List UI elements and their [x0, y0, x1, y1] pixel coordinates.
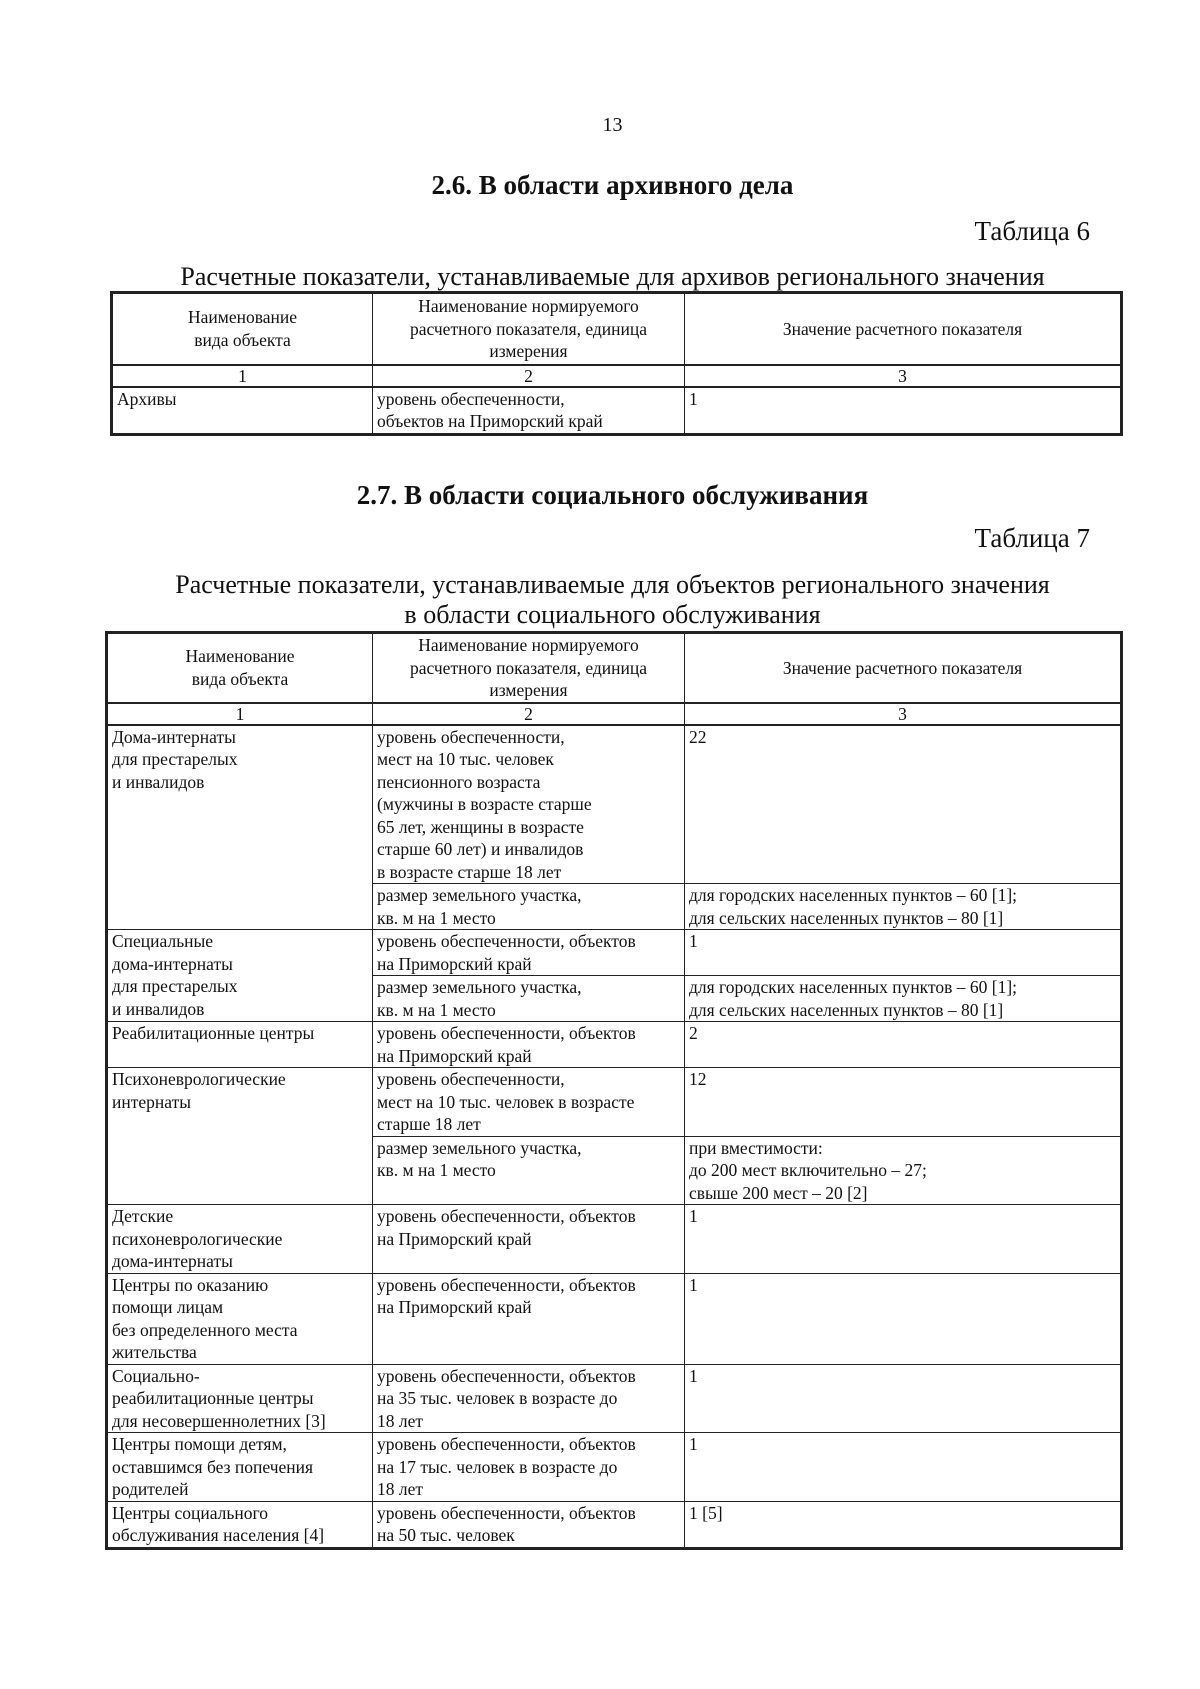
indicator-cell: уровень обеспеченности, объектов на Приморский край	[373, 1022, 685, 1068]
table-row	[113, 387, 1121, 434]
indicator-cell: уровень обеспеченности, объектов на 50 тыс. человек	[373, 1501, 685, 1547]
header-object-type: Наименование вида объекта	[108, 634, 373, 703]
table-7	[107, 633, 1121, 1548]
object-type-cell: Дома-интернаты для престарелых и инвалидов	[108, 725, 373, 930]
object-type-cell: Реабилитационные центры	[108, 1022, 373, 1068]
value-cell: 12	[685, 1068, 1121, 1137]
table-header-row	[108, 634, 1121, 703]
table-6-caption: Расчетные показатели, устанавливаемые для архивов регионального значения	[180, 262, 1045, 291]
table-7-caption-line-1: Расчетные показатели, устанавливаемые для объектов регионального значения	[175, 570, 1050, 599]
indicator-cell: уровень обеспеченности, объектов на Приморский край	[373, 930, 685, 976]
table-row	[108, 1273, 1121, 1364]
value-cell: 1	[685, 387, 1121, 434]
table-7-caption-line-2: в области социального обслуживания	[404, 600, 821, 629]
section-7-title: 2.7. В области социального обслуживания	[356, 480, 869, 510]
table-row	[108, 1364, 1121, 1433]
value-cell: 1	[685, 1205, 1121, 1274]
table-7-caption	[0, 570, 1200, 630]
header-indicator-value: Значение расчетного показателя	[685, 294, 1121, 365]
header-indicator-name: Наименование нормируемого расчетного показателя, единица измерения	[373, 294, 685, 365]
object-type-cell: Центры помощи детям, оставшимся без попечения родителей	[108, 1433, 373, 1502]
table-row	[108, 1205, 1121, 1274]
object-type-cell: Центры социального обслуживания населения [4]	[108, 1501, 373, 1547]
column-number: 2	[373, 703, 685, 725]
indicator-cell: уровень обеспеченности, объектов на Приморский край	[373, 1205, 685, 1274]
indicator-cell: уровень обеспеченности, объектов на Приморский край	[373, 387, 685, 434]
table-column-numbers-row	[108, 703, 1121, 725]
table-row	[108, 1501, 1121, 1547]
header-indicator-value: Значение расчетного показателя	[685, 634, 1121, 703]
column-number: 3	[685, 365, 1121, 387]
table-7-label: Таблица 7	[974, 523, 1090, 553]
object-type-cell: Архивы	[113, 387, 373, 434]
object-type-cell: Психоневрологические интернаты	[108, 1068, 373, 1205]
table-column-numbers-row	[113, 365, 1121, 387]
value-cell: 1	[685, 1364, 1121, 1433]
table-row	[108, 1433, 1121, 1502]
table-row	[108, 1022, 1121, 1068]
value-cell: 1	[685, 930, 1121, 976]
object-type-cell: Центры по оказанию помощи лицам без определенного места жительства	[108, 1273, 373, 1364]
header-indicator-name: Наименование нормируемого расчетного показателя, единица измерения	[373, 634, 685, 703]
column-number: 2	[373, 365, 685, 387]
value-cell: 1	[685, 1433, 1121, 1502]
value-cell: при вместимости: до 200 мест включительно – 27; свыше 200 мест – 20 [2]	[685, 1136, 1121, 1205]
column-number: 3	[685, 703, 1121, 725]
object-type-cell: Специальные дома-интернаты для престарелых и инвалидов	[108, 930, 373, 1022]
column-number: 1	[113, 365, 373, 387]
indicator-cell: размер земельного участка, кв. м на 1 место	[373, 884, 685, 930]
indicator-cell: уровень обеспеченности, объектов на 17 тыс. человек в возрасте до 18 лет	[373, 1433, 685, 1502]
table-6	[112, 293, 1121, 434]
object-type-cell: Детские психоневрологические дома-интернаты	[108, 1205, 373, 1274]
indicator-cell: размер земельного участка, кв. м на 1 место	[373, 1136, 685, 1205]
indicator-cell: уровень обеспеченности, мест на 10 тыс. человек в возрасте старше 18 лет	[373, 1068, 685, 1137]
value-cell: для городских населенных пунктов – 60 [1]; для сельских населенных пунктов – 80 [1]	[685, 884, 1121, 930]
value-cell: 1 [5]	[685, 1501, 1121, 1547]
indicator-cell: уровень обеспеченности, мест на 10 тыс. человек пенсионного возраста (мужчины в возрасте старше 65 лет, женщины в возрасте старше 60 лет) и инвалидов в возрасте старше 18 лет	[373, 725, 685, 884]
indicator-cell: уровень обеспеченности, объектов на 35 тыс. человек в возрасте до 18 лет	[373, 1364, 685, 1433]
header-object-type: Наименование вида объекта	[113, 294, 373, 365]
value-cell: 22	[685, 725, 1121, 884]
table-header-row	[113, 294, 1121, 365]
page-number: 13	[602, 114, 623, 136]
section-6-title: 2.6. В области архивного дела	[431, 170, 794, 200]
table-row	[108, 725, 1121, 884]
object-type-cell: Социально- реабилитационные центры для несовершеннолетних [3]	[108, 1364, 373, 1433]
indicator-cell: размер земельного участка, кв. м на 1 место	[373, 976, 685, 1022]
value-cell: 1	[685, 1273, 1121, 1364]
table-row	[108, 930, 1121, 976]
table-6-label: Таблица 6	[974, 216, 1090, 246]
indicator-cell: уровень обеспеченности, объектов на Приморский край	[373, 1273, 685, 1364]
value-cell: для городских населенных пунктов – 60 [1]; для сельских населенных пунктов – 80 [1]	[685, 976, 1121, 1022]
column-number: 1	[108, 703, 373, 725]
value-cell: 2	[685, 1022, 1121, 1068]
table-row	[108, 1068, 1121, 1137]
